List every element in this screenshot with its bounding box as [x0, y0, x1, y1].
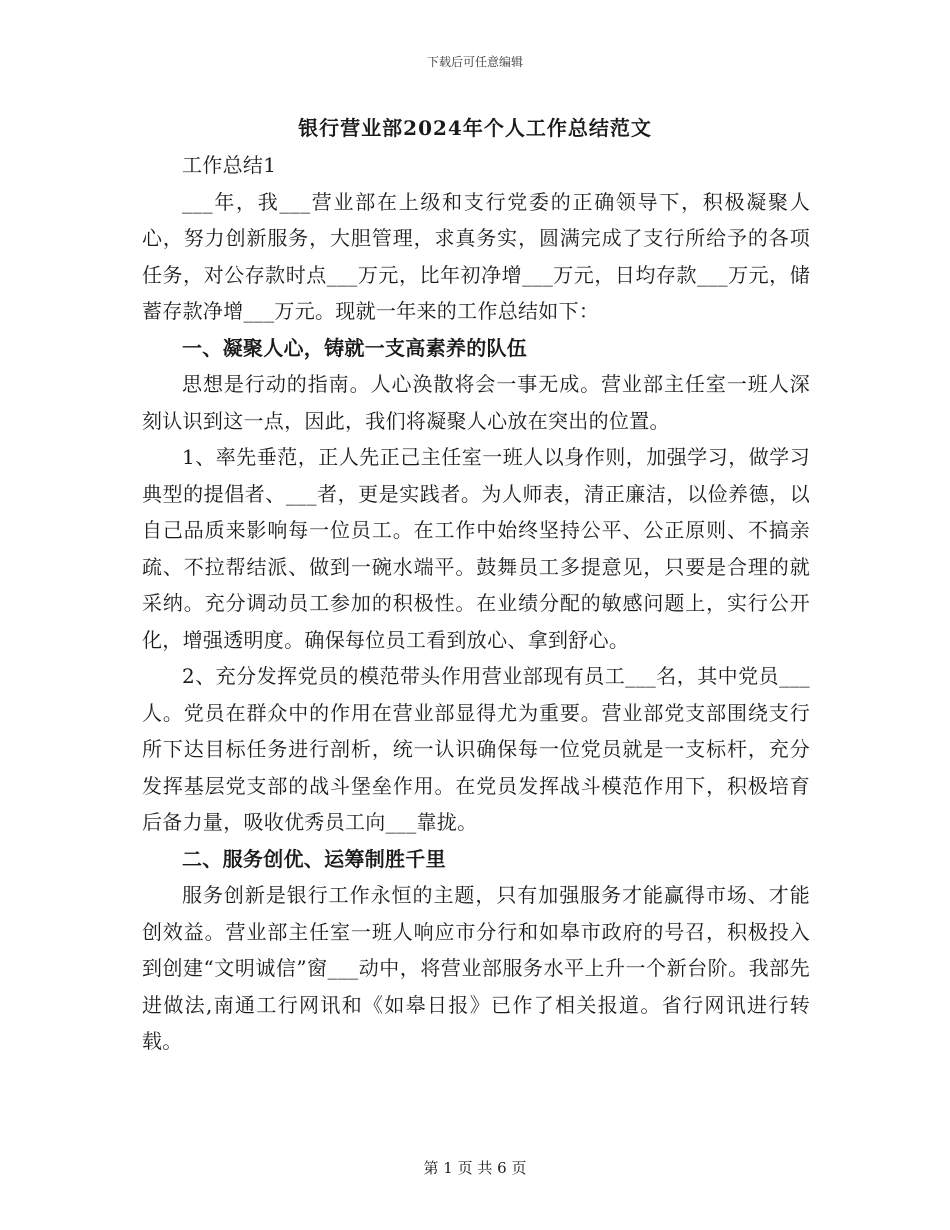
section-1-item-2: 2、充分发挥党员的模范带头作用营业部现有员工___名，其中党员___人。党员在群众中的作用在营业部显得尤为重要。营业部党支部围绕支行所下达目标任务进行剖析，统一认识确保每一位党员就是一支标杆，充分发挥基层党支部的战斗堡垒作用。在党员发挥战斗模范作用下，积极培育后备力量，吸收优秀员工向___靠拢。: [142, 664, 810, 834]
section-heading-2: 二、服务创优、运筹制胜千里: [182, 846, 446, 871]
document-title: 银行营业部2024年个人工作总结范文: [298, 116, 652, 140]
section-1-paragraph: 思想是行动的指南。人心涣散将会一事无成。营业部主任室一班人深刻认识到这一点，因此，我们将凝聚人心放在突出的位置。: [142, 372, 810, 433]
subtitle-work-summary: 工作总结1: [182, 153, 277, 177]
section-1-item-1: 1、率先垂范，正人先正己主任室一班人以身作则，加强学习，做学习典型的提倡者、___者，更是实践者。为人师表，清正廉洁，以俭养德，以自己品质来影响每一位员工。在工作中始终坚持公平、公正原则、不搞亲疏、不拉帮结派、做到一碗水端平。鼓舞员工多提意见，只要是合理的就采纳。充分调动员工参加的积极性。在业绩分配的敏感问题上，实行公开化，增强透明度。确保每位员工看到放心、拿到舒心。: [142, 445, 810, 652]
header-note: 下载后可任意编辑: [426, 55, 523, 69]
page-number-footer: 第 1 页 共 6 页: [423, 1159, 527, 1177]
section-2-paragraph: 服务创新是银行工作永恒的主题，只有加强服务才能赢得市场、才能创效益。营业部主任室一班人响应市分行和如皋市政府的号召，积极投入到创建“文明诚信”窗___动中，将营业部服务水平上升一个新台阶。我部先进做法,南通工行网讯和《如皋日报》已作了相关报道。省行网讯进行转载。: [142, 883, 810, 1053]
intro-paragraph: ___年，我___营业部在上级和支行党委的正确领导下，积极凝聚人心，努力创新服务，大胆管理，求真务实，圆满完成了支行所给予的各项任务，对公存款时点___万元，比年初净增___万元，日均存款___万元，储蓄存款净增___万元。现就一年来的工作总结如下：: [142, 189, 810, 323]
section-heading-1: 一、凝聚人心，铸就一支高素养的队伍: [182, 335, 528, 360]
document-body: [142, 147, 810, 1060]
